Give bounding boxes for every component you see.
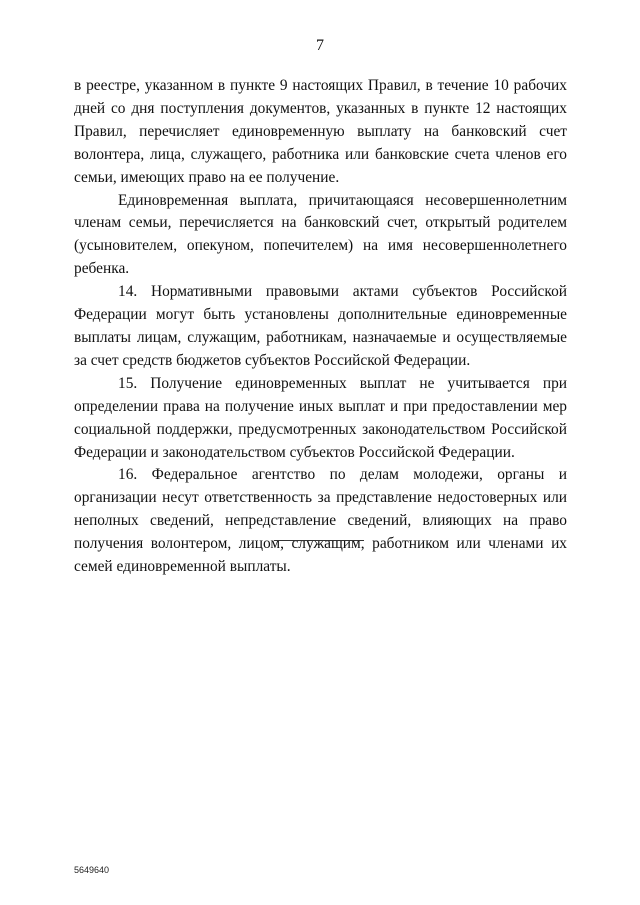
paragraph-continuation: в реестре, указанном в пункте 9 настоящих Правил, в течение 10 рабочих дней со дня поступления документов, указанных в пункте 12 настоящих Правил, перечисляет единовременную выплату на банковский счет волонтера, лица, служащего, работника или банковские счета членов его семьи, имеющих право на ее получение. (74, 77, 567, 186)
page-number: 7 (316, 37, 324, 54)
document-code: 5649640 (74, 865, 110, 875)
end-of-document-rule (274, 540, 364, 541)
paragraph-minor-payment: Единовременная выплата, причитающаяся несовершеннолетним членам семьи, перечисляется на банковский счет, открытый родителем (усыновителем, опекуном, попечителем) на имя несовершеннолетнего ребенка. (74, 191, 567, 278)
paragraph-item-16: 16. Федеральное агентство по делам молодежи, органы и организации несут ответственность за представление недостоверных или неполных сведений, непредставление сведений, влияющих на право получения волонтером, лицом, служащим, работником или членами их семей единовременной выплаты. (74, 466, 567, 576)
paragraph-item-14: 14. Нормативными правовыми актами субъектов Российской Федерации могут быть установлены дополнительные единовременные выплаты лицам, служащим, работникам, назначаемые и осуществляемые за счет средств бюджетов субъектов Российской Федерации. (74, 283, 567, 369)
document-body (74, 75, 567, 579)
paragraph-item-15: 15. Получение единовременных выплат не учитывается при определении права на получение иных выплат и при предоставлении мер социальной поддержки, предусмотренных законодательством Российской Федерации и законодательством субъектов Российской Федерации. (74, 374, 567, 461)
